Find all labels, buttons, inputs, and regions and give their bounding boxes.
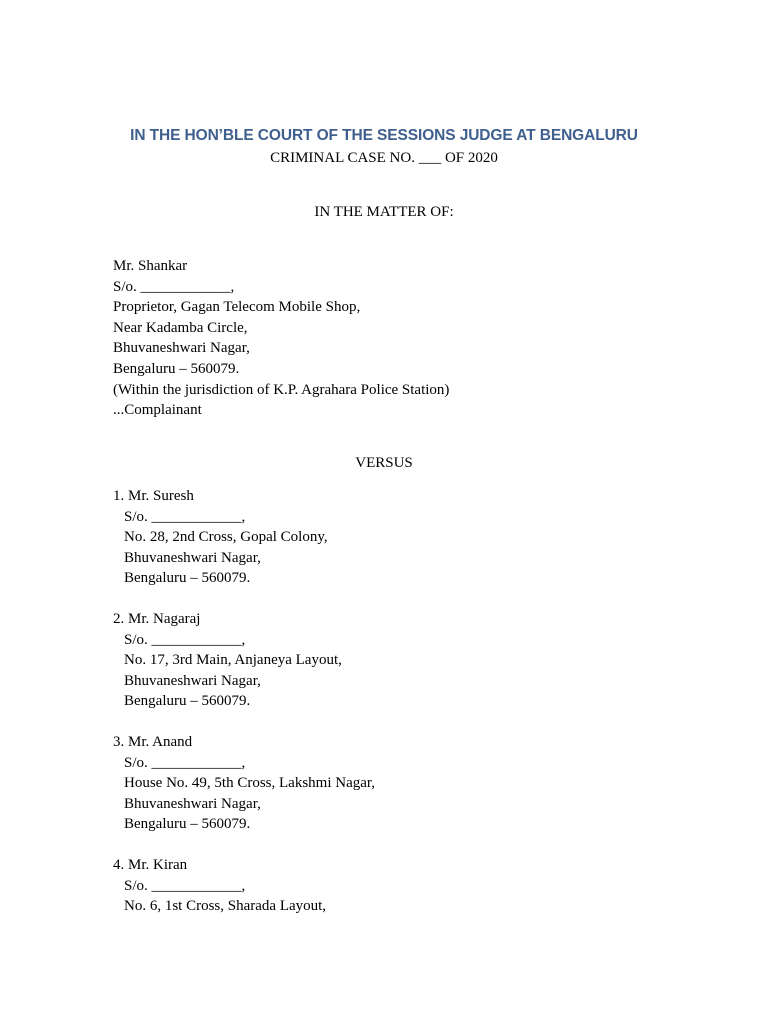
accused-line: S/o. ____________, (124, 631, 246, 648)
accused-3-block (113, 732, 375, 835)
accused-line: S/o. ____________, (124, 877, 246, 894)
accused-name: 4. Mr. Kiran (113, 857, 188, 873)
accused-name: 1. Mr. Suresh (113, 488, 194, 504)
accused-line: Bhuvaneshwari Nagar, (124, 549, 261, 566)
accused-line: Bengaluru – 560079. (124, 816, 251, 833)
accused-line: House No. 49, 5th Cross, Lakshmi Nagar, (124, 775, 376, 792)
accused-line: No. 17, 3rd Main, Anjaneya Layout, (124, 652, 342, 669)
complainant-line: Mr. Shankar (113, 258, 188, 274)
complainant-block (113, 256, 449, 421)
accused-line: Bengaluru – 560079. (124, 693, 251, 710)
accused-name: 3. Mr. Anand (113, 734, 193, 750)
complainant-role: ...Complainant (113, 402, 202, 419)
accused-line: Bengaluru – 560079. (124, 570, 251, 587)
accused-name: 2. Mr. Nagaraj (113, 611, 201, 627)
accused-line: S/o. ____________, (124, 508, 246, 525)
complainant-line: Near Kadamba Circle, (113, 319, 248, 336)
case-number: CRIMINAL CASE NO. ___ OF 2020 (270, 150, 498, 166)
matter-of-heading: IN THE MATTER OF: (314, 204, 454, 220)
complainant-line: (Within the jurisdiction of K.P. Agrahara Police Station) (113, 381, 450, 398)
accused-2-block (113, 609, 342, 712)
complainant-line: Bengaluru – 560079. (113, 360, 240, 377)
accused-line: No. 6, 1st Cross, Sharada Layout, (124, 898, 327, 915)
complainant-line: Bhuvaneshwari Nagar, (113, 340, 250, 357)
accused-4-block (113, 855, 326, 917)
accused-line: Bhuvaneshwari Nagar, (124, 795, 261, 812)
court-heading: IN THE HON’BLE COURT OF THE SESSIONS JUDGE AT BENGALURU (130, 127, 638, 144)
complainant-line: Proprietor, Gagan Telecom Mobile Shop, (113, 299, 361, 316)
accused-line: No. 28, 2nd Cross, Gopal Colony, (124, 529, 328, 546)
versus-heading: VERSUS (355, 455, 413, 471)
accused-line: Bhuvaneshwari Nagar, (124, 672, 261, 689)
accused-line: S/o. ____________, (124, 754, 246, 771)
accused-1-block (113, 486, 328, 589)
complainant-line: S/o. ____________, (113, 278, 235, 295)
